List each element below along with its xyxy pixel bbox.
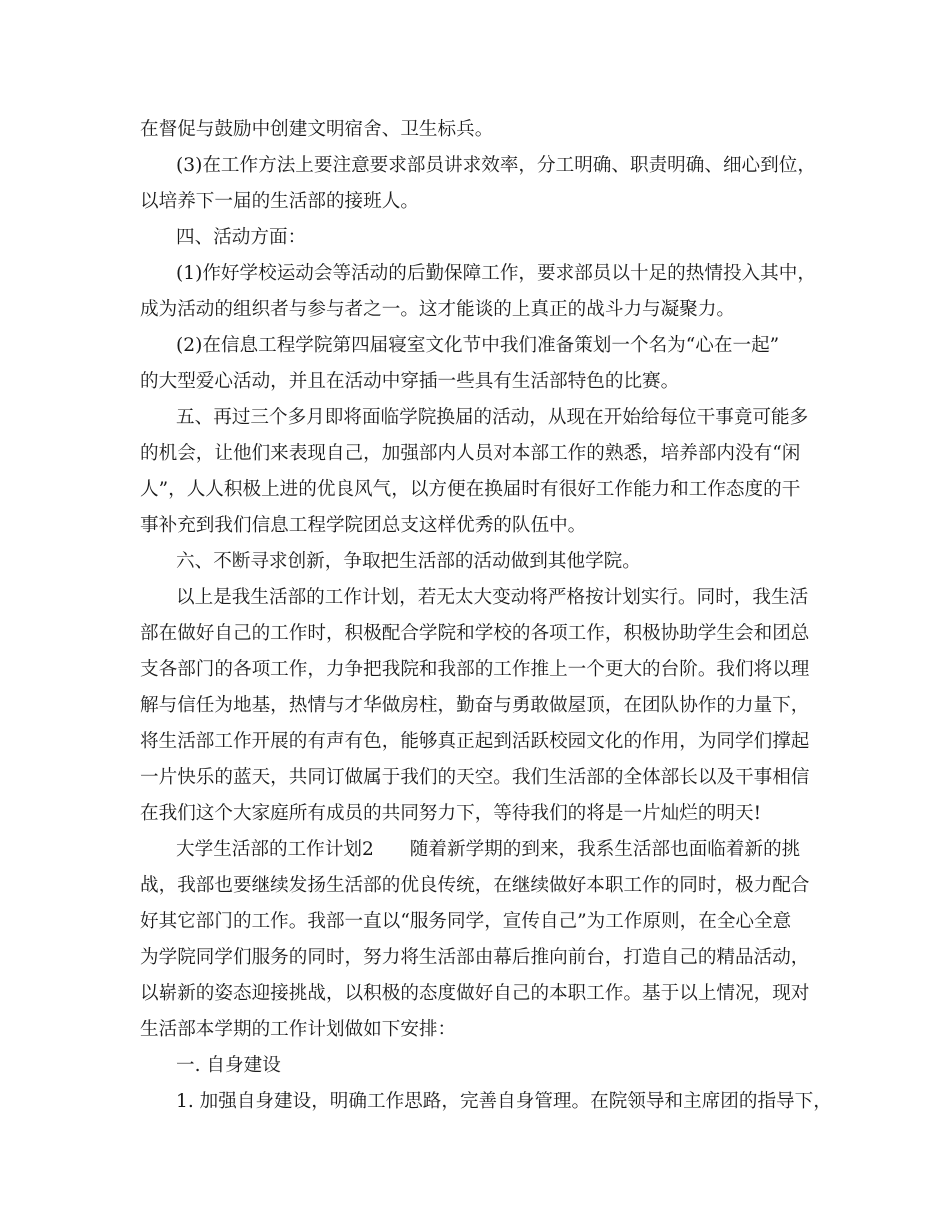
text-line: 在督促与鼓励中创建文明宿舍、卫生标兵。 bbox=[140, 119, 494, 140]
text-line: 一片快乐的蓝天，共同订做属于我们的天空。我们生活部的全体部长以及干事相信 bbox=[140, 767, 810, 788]
text-line: (1)作好学校运动会等活动的后勤保障工作，要求部员以十足的热情投入其中， bbox=[176, 263, 816, 284]
text-line: (3)在工作方法上要注意要求部员讲求效率，分工明确、职责明确、细心到位， bbox=[176, 155, 816, 176]
text-line: 以培养下一届的生活部的接班人。 bbox=[140, 191, 419, 212]
text-line: 人”，人人积极上进的优良风气，以方便在换届时有很好工作能力和工作态度的干 bbox=[140, 479, 801, 500]
text-line: 生活部本学期的工作计划做如下安排： bbox=[140, 1019, 457, 1040]
text-line: 成为活动的组织者与参与者之一。这才能谈的上真正的战斗力与凝聚力。 bbox=[140, 299, 736, 320]
text-line: 解与信任为地基，热情与才华做房柱，勤奋与勇敢做屋顶，在团队协作的力量下， bbox=[140, 695, 810, 716]
section-heading: 一. 自身建设 bbox=[176, 1055, 281, 1076]
text-line: 战，我部也要继续发扬生活部的优良传统，在继续做好本职工作的同时，极力配合 bbox=[140, 875, 810, 896]
text-line: 部在做好自己的工作时，积极配合学院和学校的各项工作，积极协助学生会和团总 bbox=[140, 623, 810, 644]
text-line: 的大型爱心活动，并且在活动中穿插一些具有生活部特色的比赛。 bbox=[140, 371, 680, 392]
text-line: 将生活部工作开展的有声有色，能够真正起到活跃校园文化的作用，为同学们撑起 bbox=[140, 731, 810, 752]
text-line: 为学院同学们服务的同时，努力将生活部由幕后推向前台，打造自己的精品活动， bbox=[140, 947, 810, 968]
text-line: 在我们这个大家庭所有成员的共同努力下，等待我们的将是一片灿烂的明天! bbox=[140, 803, 762, 824]
text-line: 随着新学期的到来，我系生活部也面临着新的挑 bbox=[409, 839, 801, 860]
text-line: 好其它部门的工作。我部一直以“服务同学，宣传自己”为工作原则，在全心全意 bbox=[140, 911, 792, 932]
article-title: 大学生活部的工作计划2 bbox=[176, 839, 374, 860]
text-line bbox=[176, 832, 830, 868]
text-line: 六、不断寻求创新，争取把生活部的活动做到其他学院。 bbox=[176, 551, 641, 572]
text-line: 以崭新的姿态迎接挑战，以积极的态度做好自己的本职工作。基于以上情况，现对 bbox=[140, 983, 810, 1004]
text-line: 以上是我生活部的工作计划，若无太大变动将严格按计划实行。同时，我生活 bbox=[176, 587, 809, 608]
text-line: 五、再过三个多月即将面临学院换届的活动，从现在开始给每位干事竟可能多 bbox=[176, 407, 809, 428]
text-line: 事补充到我们信息工程学院团总支这样优秀的队伍中。 bbox=[140, 515, 587, 536]
text-line: 的机会，让他们来表现自己，加强部内人员对本部工作的熟悉，培养部内没有“闲 bbox=[140, 443, 801, 464]
text-line: (2)在信息工程学院第四届寝室文化节中我们准备策划一个名为“心在一起” bbox=[176, 335, 780, 356]
text-line: 支各部门的各项工作，力争把我院和我部的工作推上一个更大的台阶。我们将以理 bbox=[140, 659, 810, 680]
text-line: 1. 加强自身建设，明确工作思路，完善自身管理。在院领导和主席团的指导下， bbox=[176, 1091, 832, 1112]
section-heading: 四、活动方面： bbox=[176, 227, 307, 248]
